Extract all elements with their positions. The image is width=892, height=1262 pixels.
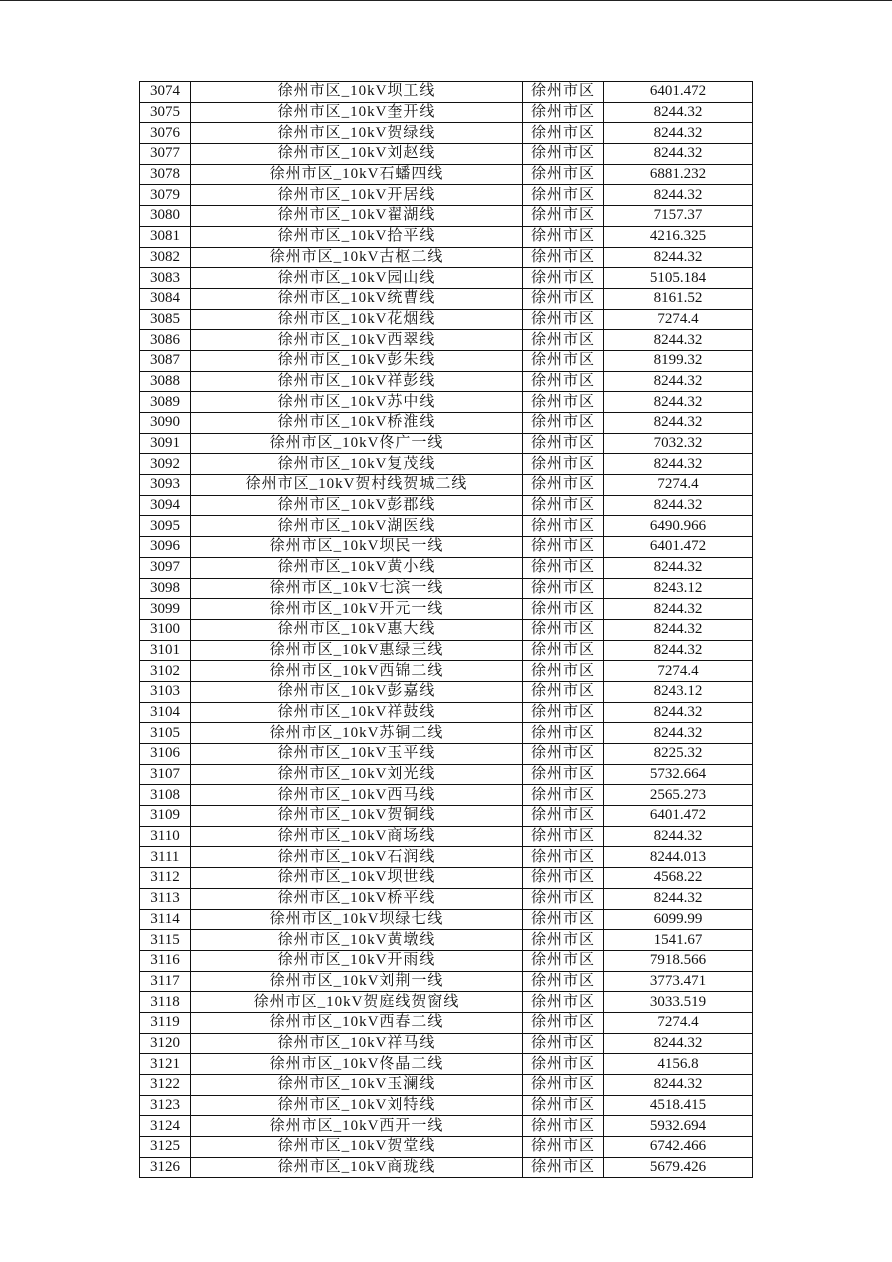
table-row <box>140 1137 753 1158</box>
row-number-cell: 3109 <box>140 806 191 827</box>
row-number-cell: 3079 <box>140 185 191 206</box>
row-number-cell: 3091 <box>140 433 191 454</box>
line-name-cell: 徐州市区_10kV贺村线贺城二线 <box>191 475 523 496</box>
row-number-cell: 3123 <box>140 1095 191 1116</box>
row-number-cell: 3118 <box>140 992 191 1013</box>
region-cell: 徐州市区 <box>523 247 604 268</box>
value-cell: 8244.32 <box>604 557 753 578</box>
value-cell: 8244.32 <box>604 123 753 144</box>
table-row <box>140 806 753 827</box>
row-number-cell: 3114 <box>140 909 191 930</box>
line-name-cell: 徐州市区_10kV古枢二线 <box>191 247 523 268</box>
line-name-cell: 徐州市区_10kV拾平线 <box>191 226 523 247</box>
row-number-cell: 3097 <box>140 557 191 578</box>
region-cell: 徐州市区 <box>523 723 604 744</box>
row-number-cell: 3108 <box>140 785 191 806</box>
value-cell: 4568.22 <box>604 868 753 889</box>
region-cell: 徐州市区 <box>523 909 604 930</box>
table-row <box>140 1095 753 1116</box>
row-number-cell: 3105 <box>140 723 191 744</box>
table-row <box>140 744 753 765</box>
row-number-cell: 3076 <box>140 123 191 144</box>
table-row <box>140 247 753 268</box>
row-number-cell: 3119 <box>140 1012 191 1033</box>
table-row <box>140 723 753 744</box>
table-row <box>140 371 753 392</box>
region-cell: 徐州市区 <box>523 599 604 620</box>
region-cell: 徐州市区 <box>523 702 604 723</box>
value-cell: 7274.4 <box>604 661 753 682</box>
value-cell: 7274.4 <box>604 1012 753 1033</box>
table-row <box>140 785 753 806</box>
table-row <box>140 847 753 868</box>
line-name-cell: 徐州市区_10kV祥鼓线 <box>191 702 523 723</box>
row-number-cell: 3082 <box>140 247 191 268</box>
value-cell: 6401.472 <box>604 806 753 827</box>
line-name-cell: 徐州市区_10kV刘赵线 <box>191 144 523 165</box>
value-cell: 6401.472 <box>604 537 753 558</box>
region-cell: 徐州市区 <box>523 1054 604 1075</box>
table-row <box>140 888 753 909</box>
row-number-cell: 3078 <box>140 164 191 185</box>
row-number-cell: 3106 <box>140 744 191 765</box>
table-row <box>140 681 753 702</box>
value-cell: 8244.32 <box>604 1033 753 1054</box>
region-cell: 徐州市区 <box>523 371 604 392</box>
line-name-cell: 徐州市区_10kV刘光线 <box>191 764 523 785</box>
table-row <box>140 868 753 889</box>
line-name-cell: 徐州市区_10kV园山线 <box>191 268 523 289</box>
region-cell: 徐州市区 <box>523 826 604 847</box>
row-number-cell: 3102 <box>140 661 191 682</box>
region-cell: 徐州市区 <box>523 806 604 827</box>
region-cell: 徐州市区 <box>523 661 604 682</box>
line-name-cell: 徐州市区_10kV祥马线 <box>191 1033 523 1054</box>
table-row <box>140 1157 753 1178</box>
value-cell: 8244.32 <box>604 640 753 661</box>
row-number-cell: 3088 <box>140 371 191 392</box>
value-cell: 8244.32 <box>604 619 753 640</box>
value-cell: 2565.273 <box>604 785 753 806</box>
region-cell: 徐州市区 <box>523 433 604 454</box>
region-cell: 徐州市区 <box>523 413 604 434</box>
value-cell: 5932.694 <box>604 1116 753 1137</box>
region-cell: 徐州市区 <box>523 206 604 227</box>
table-row <box>140 350 753 371</box>
row-number-cell: 3096 <box>140 537 191 558</box>
row-number-cell: 3110 <box>140 826 191 847</box>
region-cell: 徐州市区 <box>523 930 604 951</box>
line-name-cell: 徐州市区_10kV统曹线 <box>191 288 523 309</box>
row-number-cell: 3100 <box>140 619 191 640</box>
value-cell: 8244.32 <box>604 495 753 516</box>
table-row <box>140 1116 753 1137</box>
row-number-cell: 3083 <box>140 268 191 289</box>
page-top-rule <box>0 0 892 1</box>
table-row <box>140 599 753 620</box>
table-row <box>140 144 753 165</box>
row-number-cell: 3111 <box>140 847 191 868</box>
row-number-cell: 3087 <box>140 350 191 371</box>
line-name-cell: 徐州市区_10kV贺绿线 <box>191 123 523 144</box>
region-cell: 徐州市区 <box>523 82 604 103</box>
row-number-cell: 3113 <box>140 888 191 909</box>
line-name-cell: 徐州市区_10kV佟广一线 <box>191 433 523 454</box>
row-number-cell: 3107 <box>140 764 191 785</box>
row-number-cell: 3081 <box>140 226 191 247</box>
region-cell: 徐州市区 <box>523 785 604 806</box>
table-row <box>140 640 753 661</box>
value-cell: 6401.472 <box>604 82 753 103</box>
value-cell: 7274.4 <box>604 475 753 496</box>
line-name-cell: 徐州市区_10kV湖医线 <box>191 516 523 537</box>
row-number-cell: 3093 <box>140 475 191 496</box>
table-row <box>140 537 753 558</box>
table-row <box>140 909 753 930</box>
region-cell: 徐州市区 <box>523 392 604 413</box>
row-number-cell: 3101 <box>140 640 191 661</box>
value-cell: 5732.664 <box>604 764 753 785</box>
region-cell: 徐州市区 <box>523 288 604 309</box>
value-cell: 7032.32 <box>604 433 753 454</box>
region-cell: 徐州市区 <box>523 309 604 330</box>
line-name-cell: 徐州市区_10kV祥彭线 <box>191 371 523 392</box>
value-cell: 1541.67 <box>604 930 753 951</box>
line-name-cell: 徐州市区_10kV花烟线 <box>191 309 523 330</box>
row-number-cell: 3086 <box>140 330 191 351</box>
line-name-cell: 徐州市区_10kV石蟠四线 <box>191 164 523 185</box>
value-cell: 8244.32 <box>604 247 753 268</box>
row-number-cell: 3095 <box>140 516 191 537</box>
region-cell: 徐州市区 <box>523 102 604 123</box>
region-cell: 徐州市区 <box>523 537 604 558</box>
value-cell: 8225.32 <box>604 744 753 765</box>
row-number-cell: 3099 <box>140 599 191 620</box>
row-number-cell: 3126 <box>140 1157 191 1178</box>
value-cell: 7274.4 <box>604 309 753 330</box>
table-row <box>140 102 753 123</box>
region-cell: 徐州市区 <box>523 226 604 247</box>
table-row <box>140 206 753 227</box>
line-name-cell: 徐州市区_10kV复茂线 <box>191 454 523 475</box>
table-row <box>140 288 753 309</box>
region-cell: 徐州市区 <box>523 619 604 640</box>
table-row <box>140 1012 753 1033</box>
value-cell: 8244.32 <box>604 1075 753 1096</box>
value-cell: 3773.471 <box>604 971 753 992</box>
region-cell: 徐州市区 <box>523 557 604 578</box>
region-cell: 徐州市区 <box>523 868 604 889</box>
region-cell: 徐州市区 <box>523 1157 604 1178</box>
table-row <box>140 185 753 206</box>
region-cell: 徐州市区 <box>523 950 604 971</box>
region-cell: 徐州市区 <box>523 454 604 475</box>
line-name-cell: 徐州市区_10kV苏中线 <box>191 392 523 413</box>
row-number-cell: 3117 <box>140 971 191 992</box>
row-number-cell: 3075 <box>140 102 191 123</box>
value-cell: 8244.32 <box>604 144 753 165</box>
region-cell: 徐州市区 <box>523 330 604 351</box>
value-cell: 8244.32 <box>604 599 753 620</box>
line-name-cell: 徐州市区_10kV刘特线 <box>191 1095 523 1116</box>
row-number-cell: 3103 <box>140 681 191 702</box>
table-row <box>140 764 753 785</box>
value-cell: 6742.466 <box>604 1137 753 1158</box>
value-cell: 3033.519 <box>604 992 753 1013</box>
value-cell: 8244.32 <box>604 888 753 909</box>
line-name-cell: 徐州市区_10kV翟湖线 <box>191 206 523 227</box>
line-name-cell: 徐州市区_10kV坝工线 <box>191 82 523 103</box>
row-number-cell: 3125 <box>140 1137 191 1158</box>
row-number-cell: 3085 <box>140 309 191 330</box>
table-row <box>140 578 753 599</box>
line-name-cell: 徐州市区_10kV西春二线 <box>191 1012 523 1033</box>
line-name-cell: 徐州市区_10kV西马线 <box>191 785 523 806</box>
region-cell: 徐州市区 <box>523 1075 604 1096</box>
table-row <box>140 454 753 475</box>
value-cell: 5679.426 <box>604 1157 753 1178</box>
region-cell: 徐州市区 <box>523 1012 604 1033</box>
region-cell: 徐州市区 <box>523 888 604 909</box>
value-cell: 8243.12 <box>604 578 753 599</box>
line-name-cell: 徐州市区_10kV商珑线 <box>191 1157 523 1178</box>
table-row <box>140 475 753 496</box>
table-body <box>140 82 753 1178</box>
table-row <box>140 1033 753 1054</box>
region-cell: 徐州市区 <box>523 1137 604 1158</box>
value-cell: 5105.184 <box>604 268 753 289</box>
row-number-cell: 3094 <box>140 495 191 516</box>
table-row <box>140 330 753 351</box>
line-name-cell: 徐州市区_10kV彭郡线 <box>191 495 523 516</box>
value-cell: 8244.32 <box>604 723 753 744</box>
line-name-cell: 徐州市区_10kV黄小线 <box>191 557 523 578</box>
row-number-cell: 3120 <box>140 1033 191 1054</box>
region-cell: 徐州市区 <box>523 578 604 599</box>
line-name-cell: 徐州市区_10kV玉平线 <box>191 744 523 765</box>
value-cell: 8244.32 <box>604 330 753 351</box>
row-number-cell: 3092 <box>140 454 191 475</box>
region-cell: 徐州市区 <box>523 971 604 992</box>
region-cell: 徐州市区 <box>523 144 604 165</box>
line-name-cell: 徐州市区_10kV石润线 <box>191 847 523 868</box>
value-cell: 8244.32 <box>604 702 753 723</box>
line-name-cell: 徐州市区_10kV惠绿三线 <box>191 640 523 661</box>
value-cell: 4518.415 <box>604 1095 753 1116</box>
table-row <box>140 164 753 185</box>
value-cell: 8161.52 <box>604 288 753 309</box>
table-row <box>140 123 753 144</box>
region-cell: 徐州市区 <box>523 744 604 765</box>
row-number-cell: 3089 <box>140 392 191 413</box>
line-name-cell: 徐州市区_10kV刘荆一线 <box>191 971 523 992</box>
region-cell: 徐州市区 <box>523 350 604 371</box>
row-number-cell: 3115 <box>140 930 191 951</box>
region-cell: 徐州市区 <box>523 185 604 206</box>
row-number-cell: 3080 <box>140 206 191 227</box>
table-row <box>140 971 753 992</box>
region-cell: 徐州市区 <box>523 847 604 868</box>
line-name-cell: 徐州市区_10kV惠大线 <box>191 619 523 640</box>
line-data-table <box>139 81 753 1178</box>
value-cell: 6099.99 <box>604 909 753 930</box>
table-row <box>140 930 753 951</box>
row-number-cell: 3112 <box>140 868 191 889</box>
table-row <box>140 413 753 434</box>
value-cell: 8244.32 <box>604 371 753 392</box>
row-number-cell: 3077 <box>140 144 191 165</box>
line-name-cell: 徐州市区_10kV桥淮线 <box>191 413 523 434</box>
region-cell: 徐州市区 <box>523 992 604 1013</box>
row-number-cell: 3122 <box>140 1075 191 1096</box>
row-number-cell: 3084 <box>140 288 191 309</box>
row-number-cell: 3124 <box>140 1116 191 1137</box>
region-cell: 徐州市区 <box>523 475 604 496</box>
value-cell: 8244.32 <box>604 102 753 123</box>
value-cell: 7918.566 <box>604 950 753 971</box>
table-row <box>140 992 753 1013</box>
value-cell: 4216.325 <box>604 226 753 247</box>
table-row <box>140 1075 753 1096</box>
table-row <box>140 433 753 454</box>
line-name-cell: 徐州市区_10kV开元一线 <box>191 599 523 620</box>
line-name-cell: 徐州市区_10kV苏铜二线 <box>191 723 523 744</box>
value-cell: 6881.232 <box>604 164 753 185</box>
table-row <box>140 557 753 578</box>
line-name-cell: 徐州市区_10kV西开一线 <box>191 1116 523 1137</box>
value-cell: 4156.8 <box>604 1054 753 1075</box>
line-name-cell: 徐州市区_10kV佟晶二线 <box>191 1054 523 1075</box>
table-row <box>140 268 753 289</box>
region-cell: 徐州市区 <box>523 268 604 289</box>
table-row <box>140 309 753 330</box>
value-cell: 8243.12 <box>604 681 753 702</box>
value-cell: 8244.32 <box>604 826 753 847</box>
line-name-cell: 徐州市区_10kV开居线 <box>191 185 523 206</box>
value-cell: 8199.32 <box>604 350 753 371</box>
line-name-cell: 徐州市区_10kV西锦二线 <box>191 661 523 682</box>
region-cell: 徐州市区 <box>523 495 604 516</box>
region-cell: 徐州市区 <box>523 164 604 185</box>
table-row <box>140 516 753 537</box>
value-cell: 8244.32 <box>604 454 753 475</box>
value-cell: 6490.966 <box>604 516 753 537</box>
row-number-cell: 3090 <box>140 413 191 434</box>
line-name-cell: 徐州市区_10kV黄墩线 <box>191 930 523 951</box>
line-name-cell: 徐州市区_10kV贺堂线 <box>191 1137 523 1158</box>
line-name-cell: 徐州市区_10kV桥平线 <box>191 888 523 909</box>
table-row <box>140 702 753 723</box>
value-cell: 8244.32 <box>604 413 753 434</box>
table-row <box>140 392 753 413</box>
line-name-cell: 徐州市区_10kV坝世线 <box>191 868 523 889</box>
row-number-cell: 3121 <box>140 1054 191 1075</box>
row-number-cell: 3104 <box>140 702 191 723</box>
region-cell: 徐州市区 <box>523 1095 604 1116</box>
line-name-cell: 徐州市区_10kV商场线 <box>191 826 523 847</box>
row-number-cell: 3074 <box>140 82 191 103</box>
region-cell: 徐州市区 <box>523 123 604 144</box>
line-name-cell: 徐州市区_10kV七滨一线 <box>191 578 523 599</box>
table-row <box>140 950 753 971</box>
line-name-cell: 徐州市区_10kV开雨线 <box>191 950 523 971</box>
line-name-cell: 徐州市区_10kV贺铜线 <box>191 806 523 827</box>
value-cell: 8244.013 <box>604 847 753 868</box>
line-name-cell: 徐州市区_10kV彭嘉线 <box>191 681 523 702</box>
region-cell: 徐州市区 <box>523 1033 604 1054</box>
table-row <box>140 826 753 847</box>
region-cell: 徐州市区 <box>523 681 604 702</box>
line-name-cell: 徐州市区_10kV坝民一线 <box>191 537 523 558</box>
table-row <box>140 661 753 682</box>
table-row <box>140 495 753 516</box>
line-name-cell: 徐州市区_10kV西翠线 <box>191 330 523 351</box>
line-name-cell: 徐州市区_10kV贺庭线贺窗线 <box>191 992 523 1013</box>
value-cell: 8244.32 <box>604 392 753 413</box>
region-cell: 徐州市区 <box>523 764 604 785</box>
line-name-cell: 徐州市区_10kV彭朱线 <box>191 350 523 371</box>
table-row <box>140 1054 753 1075</box>
region-cell: 徐州市区 <box>523 516 604 537</box>
value-cell: 8244.32 <box>604 185 753 206</box>
region-cell: 徐州市区 <box>523 640 604 661</box>
table-row <box>140 619 753 640</box>
line-name-cell: 徐州市区_10kV玉澜线 <box>191 1075 523 1096</box>
line-name-cell: 徐州市区_10kV坝绿七线 <box>191 909 523 930</box>
table-row <box>140 82 753 103</box>
line-name-cell: 徐州市区_10kV奎开线 <box>191 102 523 123</box>
row-number-cell: 3116 <box>140 950 191 971</box>
value-cell: 7157.37 <box>604 206 753 227</box>
region-cell: 徐州市区 <box>523 1116 604 1137</box>
table-row <box>140 226 753 247</box>
row-number-cell: 3098 <box>140 578 191 599</box>
